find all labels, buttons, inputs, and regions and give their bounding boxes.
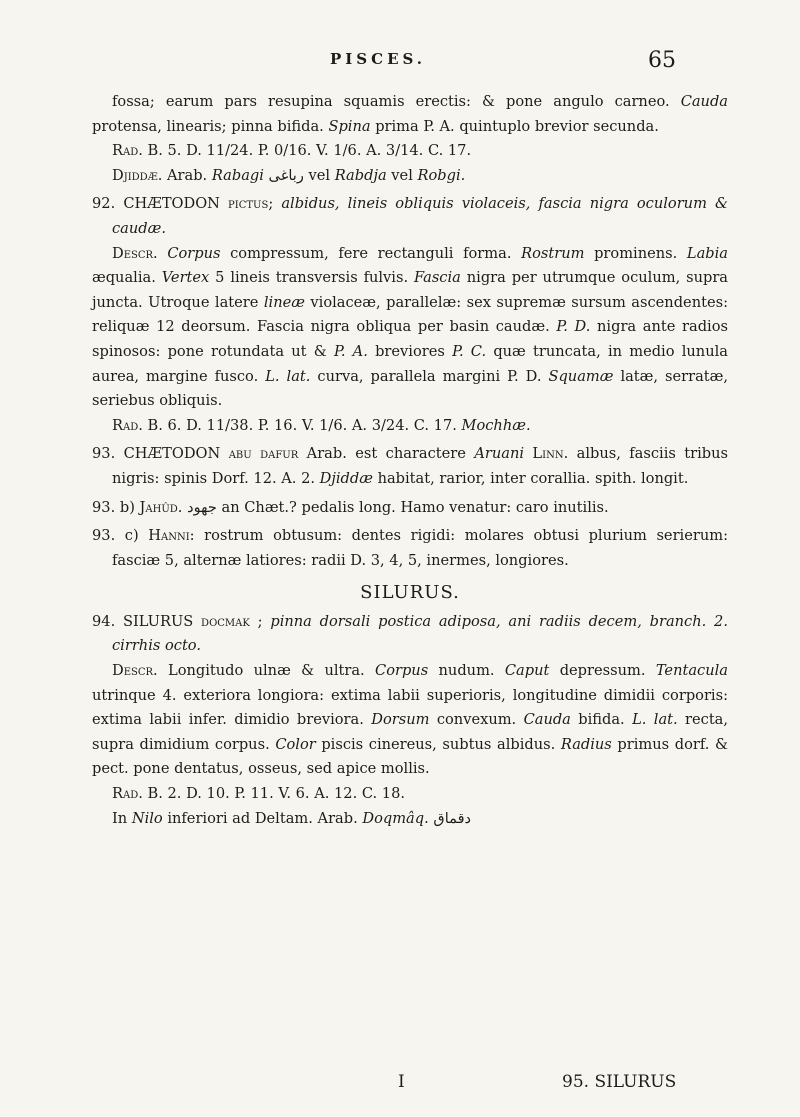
arabic-script: رباغى xyxy=(268,166,304,184)
paragraph-continuation: fossa; earum pars resupina squamis erectis: & pone angulo carneo. Cauda protensa, linearis; pinna bifida. Spina prima P. A. quintuplo brevior secunda. xyxy=(92,93,728,135)
diagnosis: pinna dorsali postica adiposa, ani radiis decem, branch. 2. cirrhis octo. xyxy=(112,612,728,655)
section-title: SILURUS. xyxy=(360,582,460,604)
description-94: Descr. Longitudo ulnæ & ultra. Corpus nudum. Caput depressum. Tentacula utrinque 4. exteriora longiora: extima labii superioris, longitudine dimidii corporis: extima labii infer. dimidio breviora. Dorsum convexum. Cauda bifida. L. lat. recta, supra dimidium corpus. Color piscis cinereus, subtus albidus. Radius primus dorf. & pect. pone dentatus, osseus, sed apice mollis. xyxy=(92,662,729,778)
radii-line-94: Rad. B. 2. D. 10. P. 11. V. 6. A. 12. C. 18. xyxy=(112,785,405,803)
page-number: 65 xyxy=(648,48,676,73)
catchword: 95. SILURUS xyxy=(562,1072,677,1092)
description-92: Descr. Corpus compressum, fere rectanguli forma. Rostrum prominens. Labia æqualia. Vertex 5 lineis transversis fulvis. Fascia nigra per utrumque oculum, supra juncta. Utroque latere lineæ violaceæ, parallelæ: sex supremæ sursum ascendentes: reliquæ 12 deorsum. Fascia nigra obliqua per basin caudæ. P. D. nigra ante radios spinosos: pone rotundata ut & P. A. breviores P. C. quæ truncata, in medio lunula aurea, margine fusco. L. lat. curva, parallela margini P. D. Squamæ latæ, serratæ, seriebus obliquis. xyxy=(92,244,729,410)
entry-93c: 93. c) Hanni: rostrum obtusum: dentes rigidi: molares obtusi plurium serierum: fasciæ 5, alternæ latiores: radii D. 3, 4, 5, inermes, longiores. xyxy=(92,527,728,569)
arabic-script: دقماق xyxy=(433,809,472,827)
radii-line: Rad. B. 5. D. 11/24. P. 0/16. V. 1/6. A. 3/14. C. 17. xyxy=(112,142,472,160)
signature-mark: I xyxy=(398,1072,405,1092)
entry-93b: 93. b) Jahûd. جهود an Chæt.? pedalis long. Hamo venatur: caro inutilis. xyxy=(92,498,609,516)
entry-94: 94. SILURUS docmak ; pinna dorsali postica adiposa, ani radiis decem, branch. 2. cirrhis octo. xyxy=(92,612,728,655)
main-text xyxy=(92,90,728,831)
page-header xyxy=(0,48,800,88)
radii-line-92: Rad. B. 6. D. 11/38. P. 16. V. 1/6. A. 3/24. C. 17. Mochhæ. xyxy=(112,416,531,434)
arabic-names-line: Djiddæ. Arab. Rabagi رباغى vel Rabdja vel Robgi. xyxy=(112,166,466,184)
running-head: PISCES. xyxy=(330,50,427,68)
page-footer xyxy=(0,1072,800,1102)
genus-name: SILURUS xyxy=(123,612,194,630)
entry-93: 93. CHÆTODON abu dafur Arab. est charactere Aruani Linn. albus, fasciis tribus nigris: spinis Dorf. 12. A. 2. Djiddæ habitat, rarior, inter corallia. spith. longit. xyxy=(92,445,729,487)
genus-name: CHÆTODON xyxy=(123,445,221,463)
diagnosis: albidus, lineis obliquis violaceis, fascia nigra oculorum & caudæ. xyxy=(112,195,728,237)
habitat-94: In Nilo inferiori ad Deltam. Arab. Doqmâq. دقماق xyxy=(112,809,472,827)
genus-name: CHÆTODON xyxy=(123,195,220,213)
entry-92: 92. CHÆTODON pictus; albidus, lineis obliquis violaceis, fascia nigra oculorum & caudæ. xyxy=(92,195,728,237)
arabic-script: جهود xyxy=(187,498,217,516)
